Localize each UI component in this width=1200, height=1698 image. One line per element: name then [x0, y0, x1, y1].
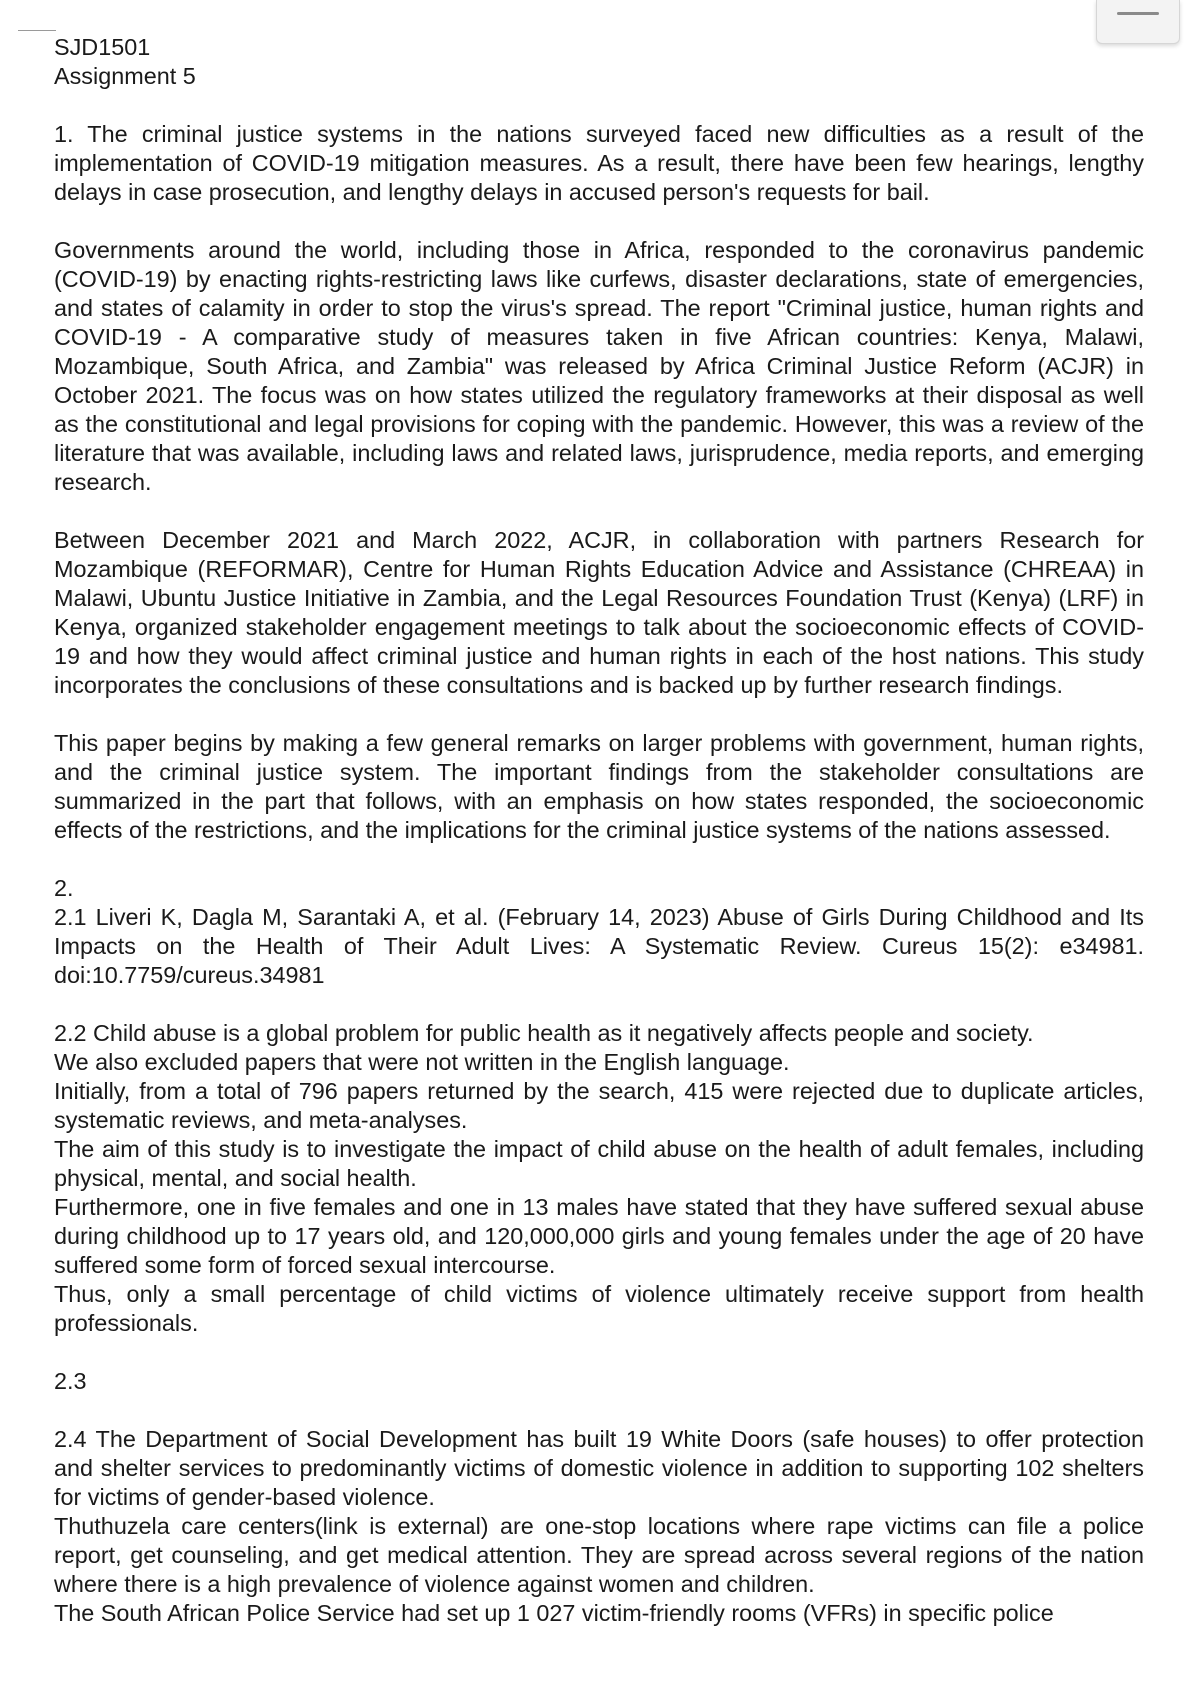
answer-1-paragraph-4: This paper begins by making a few general remarks on larger problems with government, human rights, and the criminal justice system. The important findings from the stakeholder consultations are summarized in the part that follows, with an emphasis on how states responded, the socioeconomic effects of the restrictions, and the implications for the criminal justice systems of the nations assessed. — [54, 730, 1144, 843]
section-2-2-line: Furthermore, one in five females and one in 13 males have stated that they have suffered sexual abuse during childhood up to 17 years old, and 120,000,000 girls and young females under the age of 20 have suffered some form of forced sexual intercourse. — [54, 1194, 1144, 1278]
answer-1-paragraph-3: Between December 2021 and March 2022, ACJR, in collaboration with partners Research for Mozambique (REFORMAR), Centre for Human Rights Education Advice and Assistance (CHREAA) in Malawi, Ubuntu Justice Initiative in Zambia, and the Legal Resources Foundation Trust (Kenya) (LRF) in Kenya, organized stakeholder engagement meetings to talk about the socioeconomic effects of COVID-19 and how they would affect criminal justice and human rights in each of the host nations. This study incorporates the conclusions of these consultations and is backed up by further research findings. — [54, 527, 1144, 698]
section-2-4-line: Thuthuzela care centers(link is external) are one-stop locations where rape victims can file a police report, get counseling, and get medical attention. They are spread across several regions of the nation where there is a high prevalence of violence against women and children. — [54, 1513, 1144, 1597]
assignment-title: Assignment 5 — [54, 63, 196, 89]
menu-handle-icon — [1117, 12, 1159, 15]
section-2-4-line: 2.4 The Department of Social Development has built 19 White Doors (safe houses) to offer protection and shelter services to predominantly victims of domestic violence in addition to supporting 102 shelters for victims of gender-based violence. — [54, 1426, 1144, 1510]
section-2-1-reference: 2.1 Liveri K, Dagla M, Sarantaki A, et al. (February 14, 2023) Abuse of Girls During Childhood and Its Impacts on the Health of Their Adult Lives: A Systematic Review. Cureus 15(2): e34981. doi:10.7759/cureus.34981 — [54, 904, 1144, 988]
section-2-2-line: Initially, from a total of 796 papers returned by the search, 415 were rejected due to duplicate articles, systematic reviews, and meta-analyses. — [54, 1078, 1144, 1133]
course-code: SJD1501 — [54, 34, 151, 60]
corner-divider — [18, 30, 56, 31]
answer-1-intro: 1. The criminal justice systems in the nations surveyed faced new difficulties as a result of the implementation of COVID-19 mitigation measures. As a result, there have been few hearings, lengthy delays in case prosecution, and lengthy delays in accused person's requests for bail. — [54, 121, 1144, 205]
section-2-3-heading: 2.3 — [54, 1368, 87, 1394]
section-2-2-line: Thus, only a small percentage of child victims of violence ultimately receive support from health professionals. — [54, 1281, 1144, 1336]
section-2-2-line: The aim of this study is to investigate the impact of child abuse on the health of adult females, including physical, mental, and social health. — [54, 1136, 1144, 1191]
section-2-4-line: The South African Police Service had set up 1 027 victim-friendly rooms (VFRs) in specific police — [54, 1600, 1054, 1626]
section-2-2-line: 2.2 Child abuse is a global problem for public health as it negatively affects people and society. — [54, 1020, 1034, 1046]
section-2-heading: 2. — [54, 875, 74, 901]
document-body — [54, 33, 1144, 1628]
section-2-2-line: We also excluded papers that were not written in the English language. — [54, 1049, 790, 1075]
answer-1-paragraph-2: Governments around the world, including those in Africa, responded to the coronavirus pandemic (COVID-19) by enacting rights-restricting laws like curfews, disaster declarations, state of emergencies, and states of calamity in order to stop the virus's spread. The report "Criminal justice, human rights and COVID-19 - A comparative study of measures taken in five African countries: Kenya, Malawi, Mozambique, South Africa, and Zambia" was released by Africa Criminal Justice Reform (ACJR) in October 2021. The focus was on how states utilized the regulatory frameworks at their disposal as well as the constitutional and legal provisions for coping with the pandemic. However, this was a review of the literature that was available, including laws and related laws, jurisprudence, media reports, and emerging research. — [54, 237, 1144, 495]
